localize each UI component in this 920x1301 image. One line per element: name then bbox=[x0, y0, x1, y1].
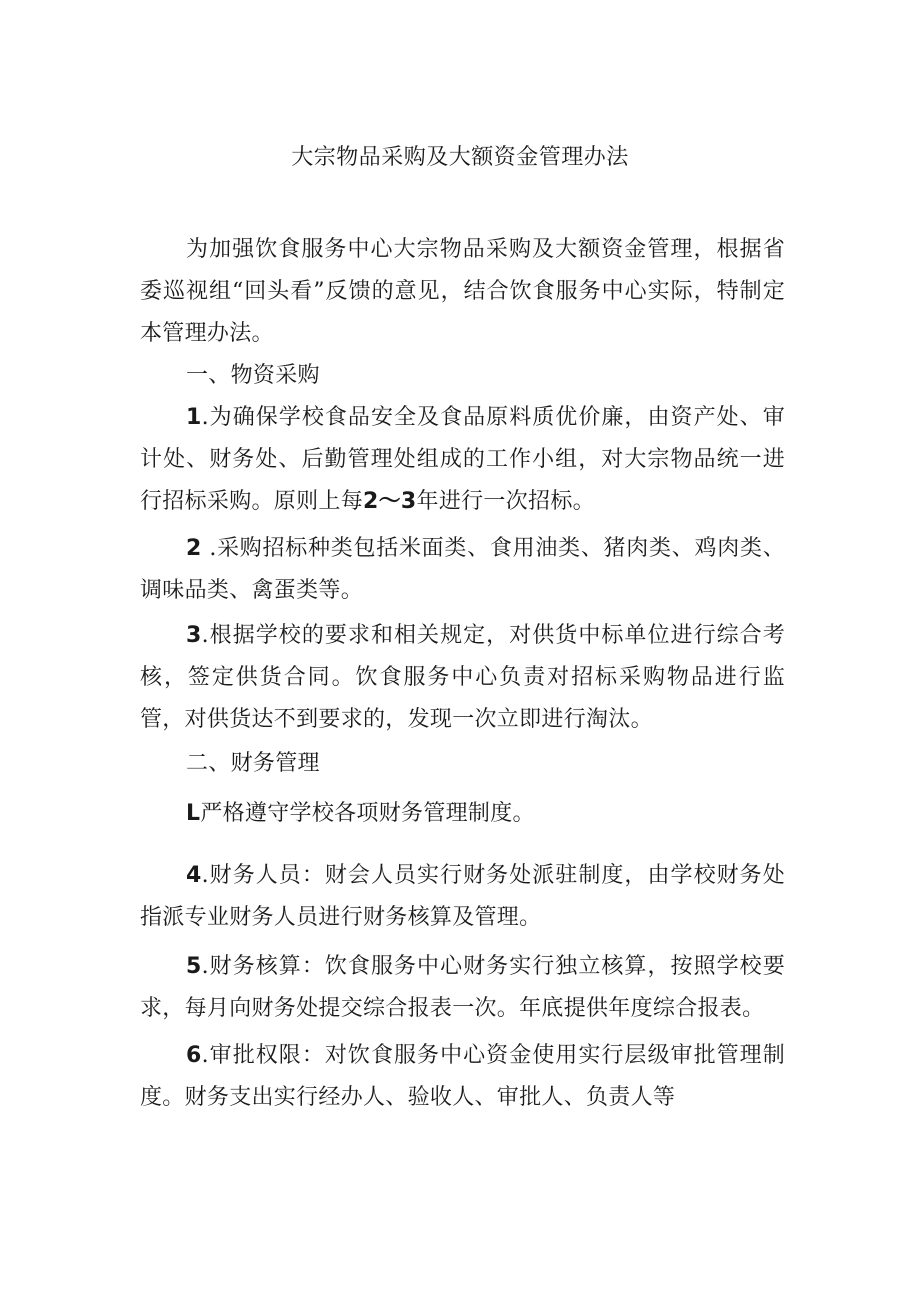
item-number: 3 bbox=[186, 623, 202, 648]
item-text: .为确保学校食品安全及食品原料质优价廉，由资产处、审计处、财务处、后勤管理处组成的工作小组，对大宗物品统一进行招标采购。原则上每 bbox=[140, 405, 785, 514]
section-heading-procurement: 一、物资采购 bbox=[186, 363, 320, 388]
finance-item-4 bbox=[140, 855, 785, 939]
item-inline-number: 2～3 bbox=[363, 489, 417, 514]
item-number: 1 bbox=[186, 405, 202, 430]
item-text: .根据学校的要求和相关规定，对供货中标单位进行综合考核，签定供货合同。饮食服务中心负责对招标采购物品进行监管，对供货达不到要求的，发现一次立即进行淘汰。 bbox=[140, 623, 785, 732]
item-text-tail: 年进行一次招标。 bbox=[416, 489, 595, 514]
item-text: .财务核算：饮食服务中心财务实行独立核算，按照学校要求，每月向财务处提交综合报表一次。年底提供年度综合报表。 bbox=[140, 954, 785, 1021]
item-number: L bbox=[186, 801, 201, 826]
finance-item-6 bbox=[140, 1035, 785, 1119]
item-text: .审批权限：对饮食服务中心资金使用实行层级审批管理制度。财务支出实行经办人、验收人、审批人、负责人等 bbox=[140, 1043, 785, 1110]
procurement-item-2 bbox=[140, 528, 785, 612]
procurement-item-3 bbox=[140, 615, 785, 741]
section-heading-finance: 二、财务管理 bbox=[186, 751, 320, 776]
procurement-item-1 bbox=[140, 397, 785, 523]
item-text: .采购招标种类包括米面类、食用油类、猪肉类、鸡肉类、调味品类、禽蛋类等。 bbox=[140, 536, 785, 603]
item-text: .财务人员：财会人员实行财务处派驻制度，由学校财务处指派专业财务人员进行财务核算及管理。 bbox=[140, 863, 785, 930]
page-title: 大宗物品采购及大额资金管理办法 bbox=[291, 145, 629, 170]
item-number: 5 bbox=[186, 954, 202, 979]
item-number: 6 bbox=[186, 1043, 202, 1068]
finance-item-5 bbox=[140, 946, 785, 1030]
item-number: 4 bbox=[186, 863, 202, 888]
item-text: 严格遵守学校各项财务管理制度。 bbox=[200, 801, 535, 826]
item-number: 2 bbox=[186, 536, 202, 561]
intro-paragraph: 为加强饮食服务中心大宗物品采购及大额资金管理，根据省委巡视组“回头看”反馈的意见，结合饮食服务中心实际，特制定本管理办法。 bbox=[140, 237, 785, 346]
finance-item-1 bbox=[140, 793, 785, 835]
